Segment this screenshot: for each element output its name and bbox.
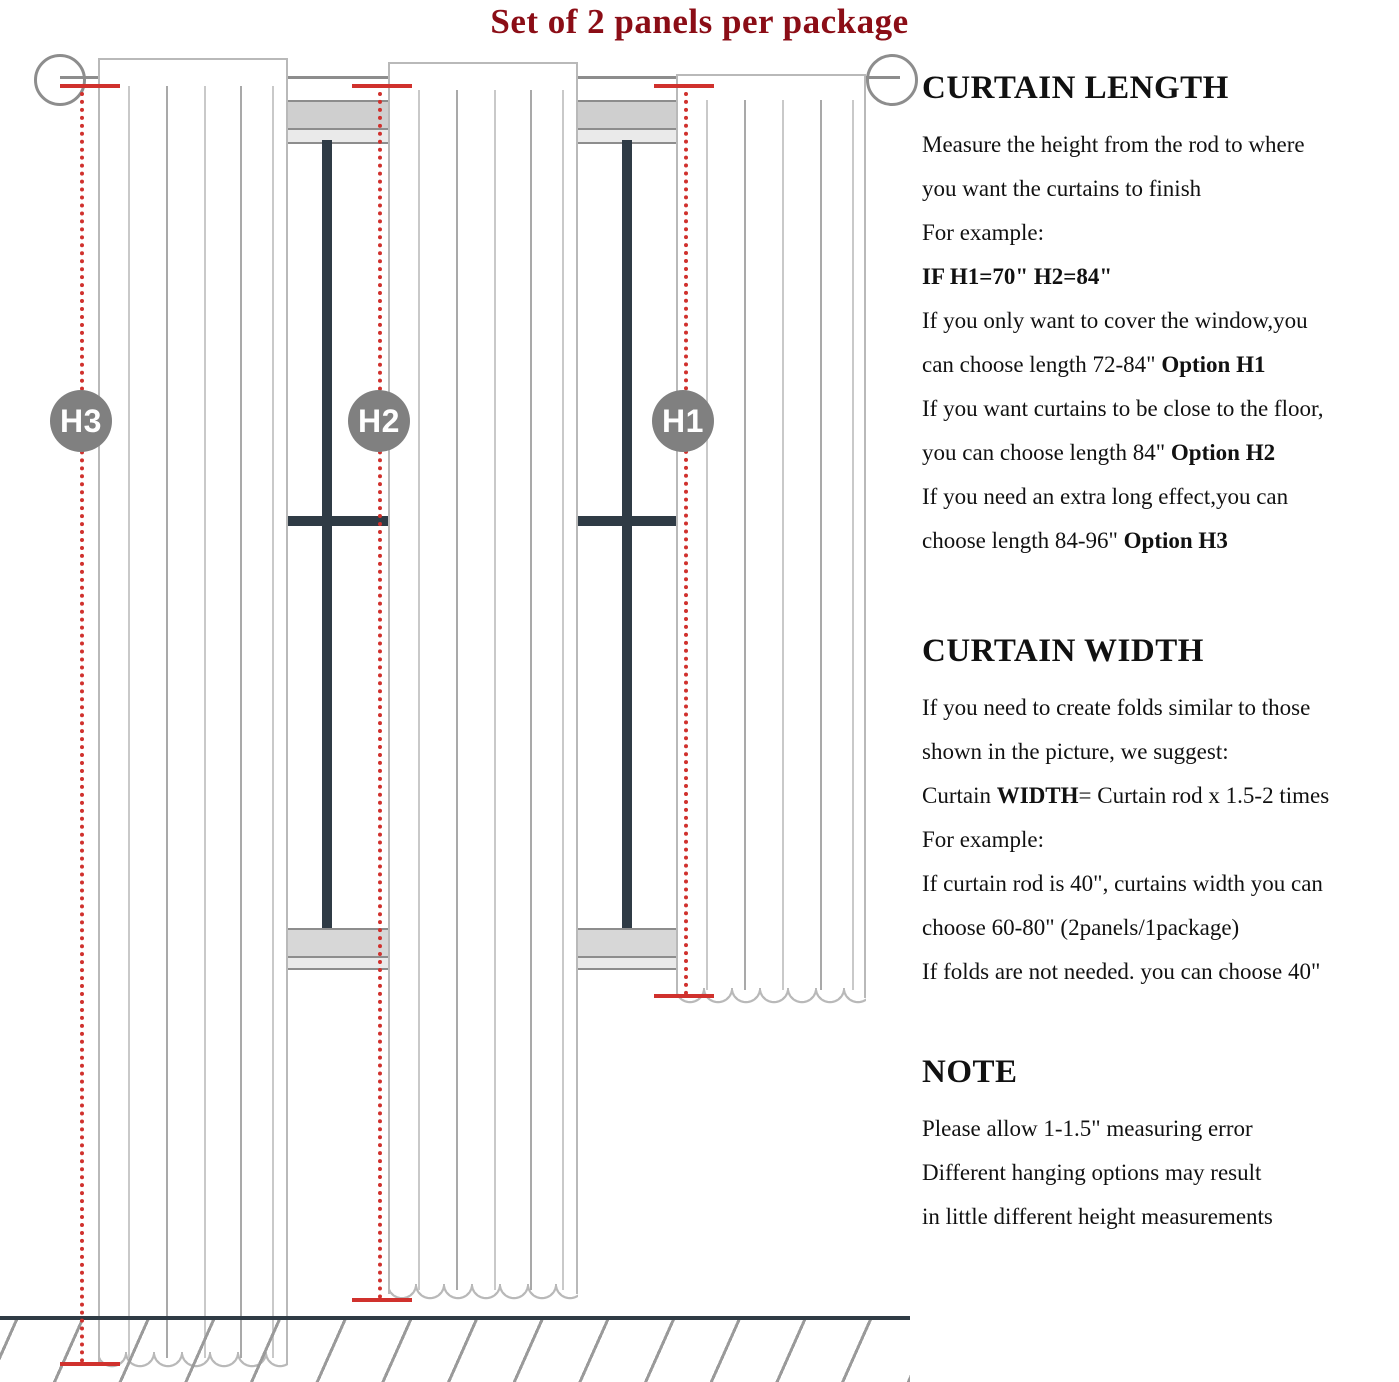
curtain-rod-ring-right-icon (866, 54, 918, 106)
measure-cap-h2-top (352, 84, 412, 88)
width-line-2: shown in the picture, we suggest: (922, 739, 1229, 764)
note-line-2: Different hanging options may result (922, 1160, 1262, 1185)
curtain-fold (744, 100, 746, 990)
curtain-fold (204, 86, 206, 1358)
window-frame-left-vertical (322, 140, 332, 930)
section-heading-note: NOTE (922, 1054, 1018, 1090)
note-line-3: in little different height measurements (922, 1204, 1273, 1229)
curtain-panel-h1 (676, 74, 866, 998)
measure-line-h2 (378, 84, 382, 1300)
window-sill-right-lower (566, 956, 678, 970)
measure-line-h1 (684, 84, 688, 996)
width-line-1: If you need to create folds similar to those (922, 695, 1311, 720)
measure-badge-h2: H2 (348, 390, 410, 452)
curtain-panel-h2 (388, 62, 578, 1294)
width-line-4: For example: (922, 827, 1044, 852)
length-option1-line1: If you only want to cover the window,you (922, 308, 1308, 333)
curtain-fold (852, 100, 854, 990)
section-heading-curtain-width: CURTAIN WIDTH (922, 633, 1204, 669)
curtain-fold (418, 90, 420, 1290)
floor-hatching (0, 1320, 910, 1382)
spacer (922, 563, 1390, 633)
curtain-fold (166, 86, 168, 1358)
measure-badge-h3: H3 (50, 390, 112, 452)
note-line-1: Please allow 1-1.5" measuring error (922, 1116, 1253, 1141)
length-option2-line2 (922, 431, 1390, 475)
length-option3-line2 (922, 519, 1390, 563)
width-formula-keyword: WIDTH (996, 783, 1079, 808)
length-option2-text: you can choose length 84" (922, 440, 1166, 465)
curtain-fold (530, 90, 532, 1290)
curtain-panel-h2-hem (388, 1284, 578, 1306)
measure-cap-h3-top (60, 84, 120, 88)
length-option3-line1: If you need an extra long effect,you can (922, 484, 1289, 509)
curtain-fold (782, 100, 784, 990)
length-option1-label: Option H1 (1161, 352, 1266, 377)
instructions-column (922, 70, 1390, 1239)
width-formula-prefix: Curtain (922, 783, 997, 808)
length-option2-label: Option H2 (1170, 440, 1276, 465)
width-formula-suffix: = Curtain rod x 1.5-2 times (1078, 783, 1330, 808)
length-line-2: you want the curtains to finish (922, 176, 1202, 201)
curtain-fold (820, 100, 822, 990)
measure-line-h3 (80, 84, 84, 1364)
measure-badge-h1: H1 (652, 390, 714, 452)
measure-cap-h3-bottom (60, 1362, 120, 1366)
width-formula-line (922, 774, 1390, 818)
curtain-panel-h3 (98, 58, 288, 1364)
length-example-values: IF H1=70" H2=84" (922, 264, 1113, 289)
length-option1-text: can choose length 72-84" (922, 352, 1156, 377)
curtain-fold (272, 86, 274, 1358)
window-mullion-right (566, 516, 678, 526)
length-option2-line1: If you want curtains to be close to the floor, (922, 396, 1324, 421)
spacer (922, 994, 1390, 1054)
curtain-fold (494, 90, 496, 1290)
length-option3-text: choose length 84-96" (922, 528, 1118, 553)
curtain-fold (128, 86, 130, 1358)
width-line-7: If folds are not needed. you can choose 40" (922, 959, 1321, 984)
length-option1-line2 (922, 343, 1390, 387)
width-line-6: choose 60-80" (2panels/1package) (922, 915, 1240, 940)
measure-cap-h1-bottom (654, 994, 714, 998)
length-line-3: For example: (922, 220, 1044, 245)
curtain-panel-h1-hem (676, 988, 866, 1010)
page-title: Set of 2 panels per package (490, 2, 909, 41)
length-option3-label: Option H3 (1123, 528, 1228, 553)
curtain-rod-ring-left-icon (34, 54, 86, 106)
width-line-5: If curtain rod is 40", curtains width you can (922, 871, 1323, 896)
window-sill-right (566, 928, 678, 958)
window-frame-right-vertical (622, 140, 632, 930)
curtain-fold (240, 86, 242, 1358)
measure-cap-h2-bottom (352, 1298, 412, 1302)
curtain-fold (706, 100, 708, 990)
curtain-fold (562, 90, 564, 1290)
section-heading-curtain-length: CURTAIN LENGTH (922, 70, 1229, 106)
length-line-1: Measure the height from the rod to where (922, 132, 1305, 157)
curtain-fold (456, 90, 458, 1290)
